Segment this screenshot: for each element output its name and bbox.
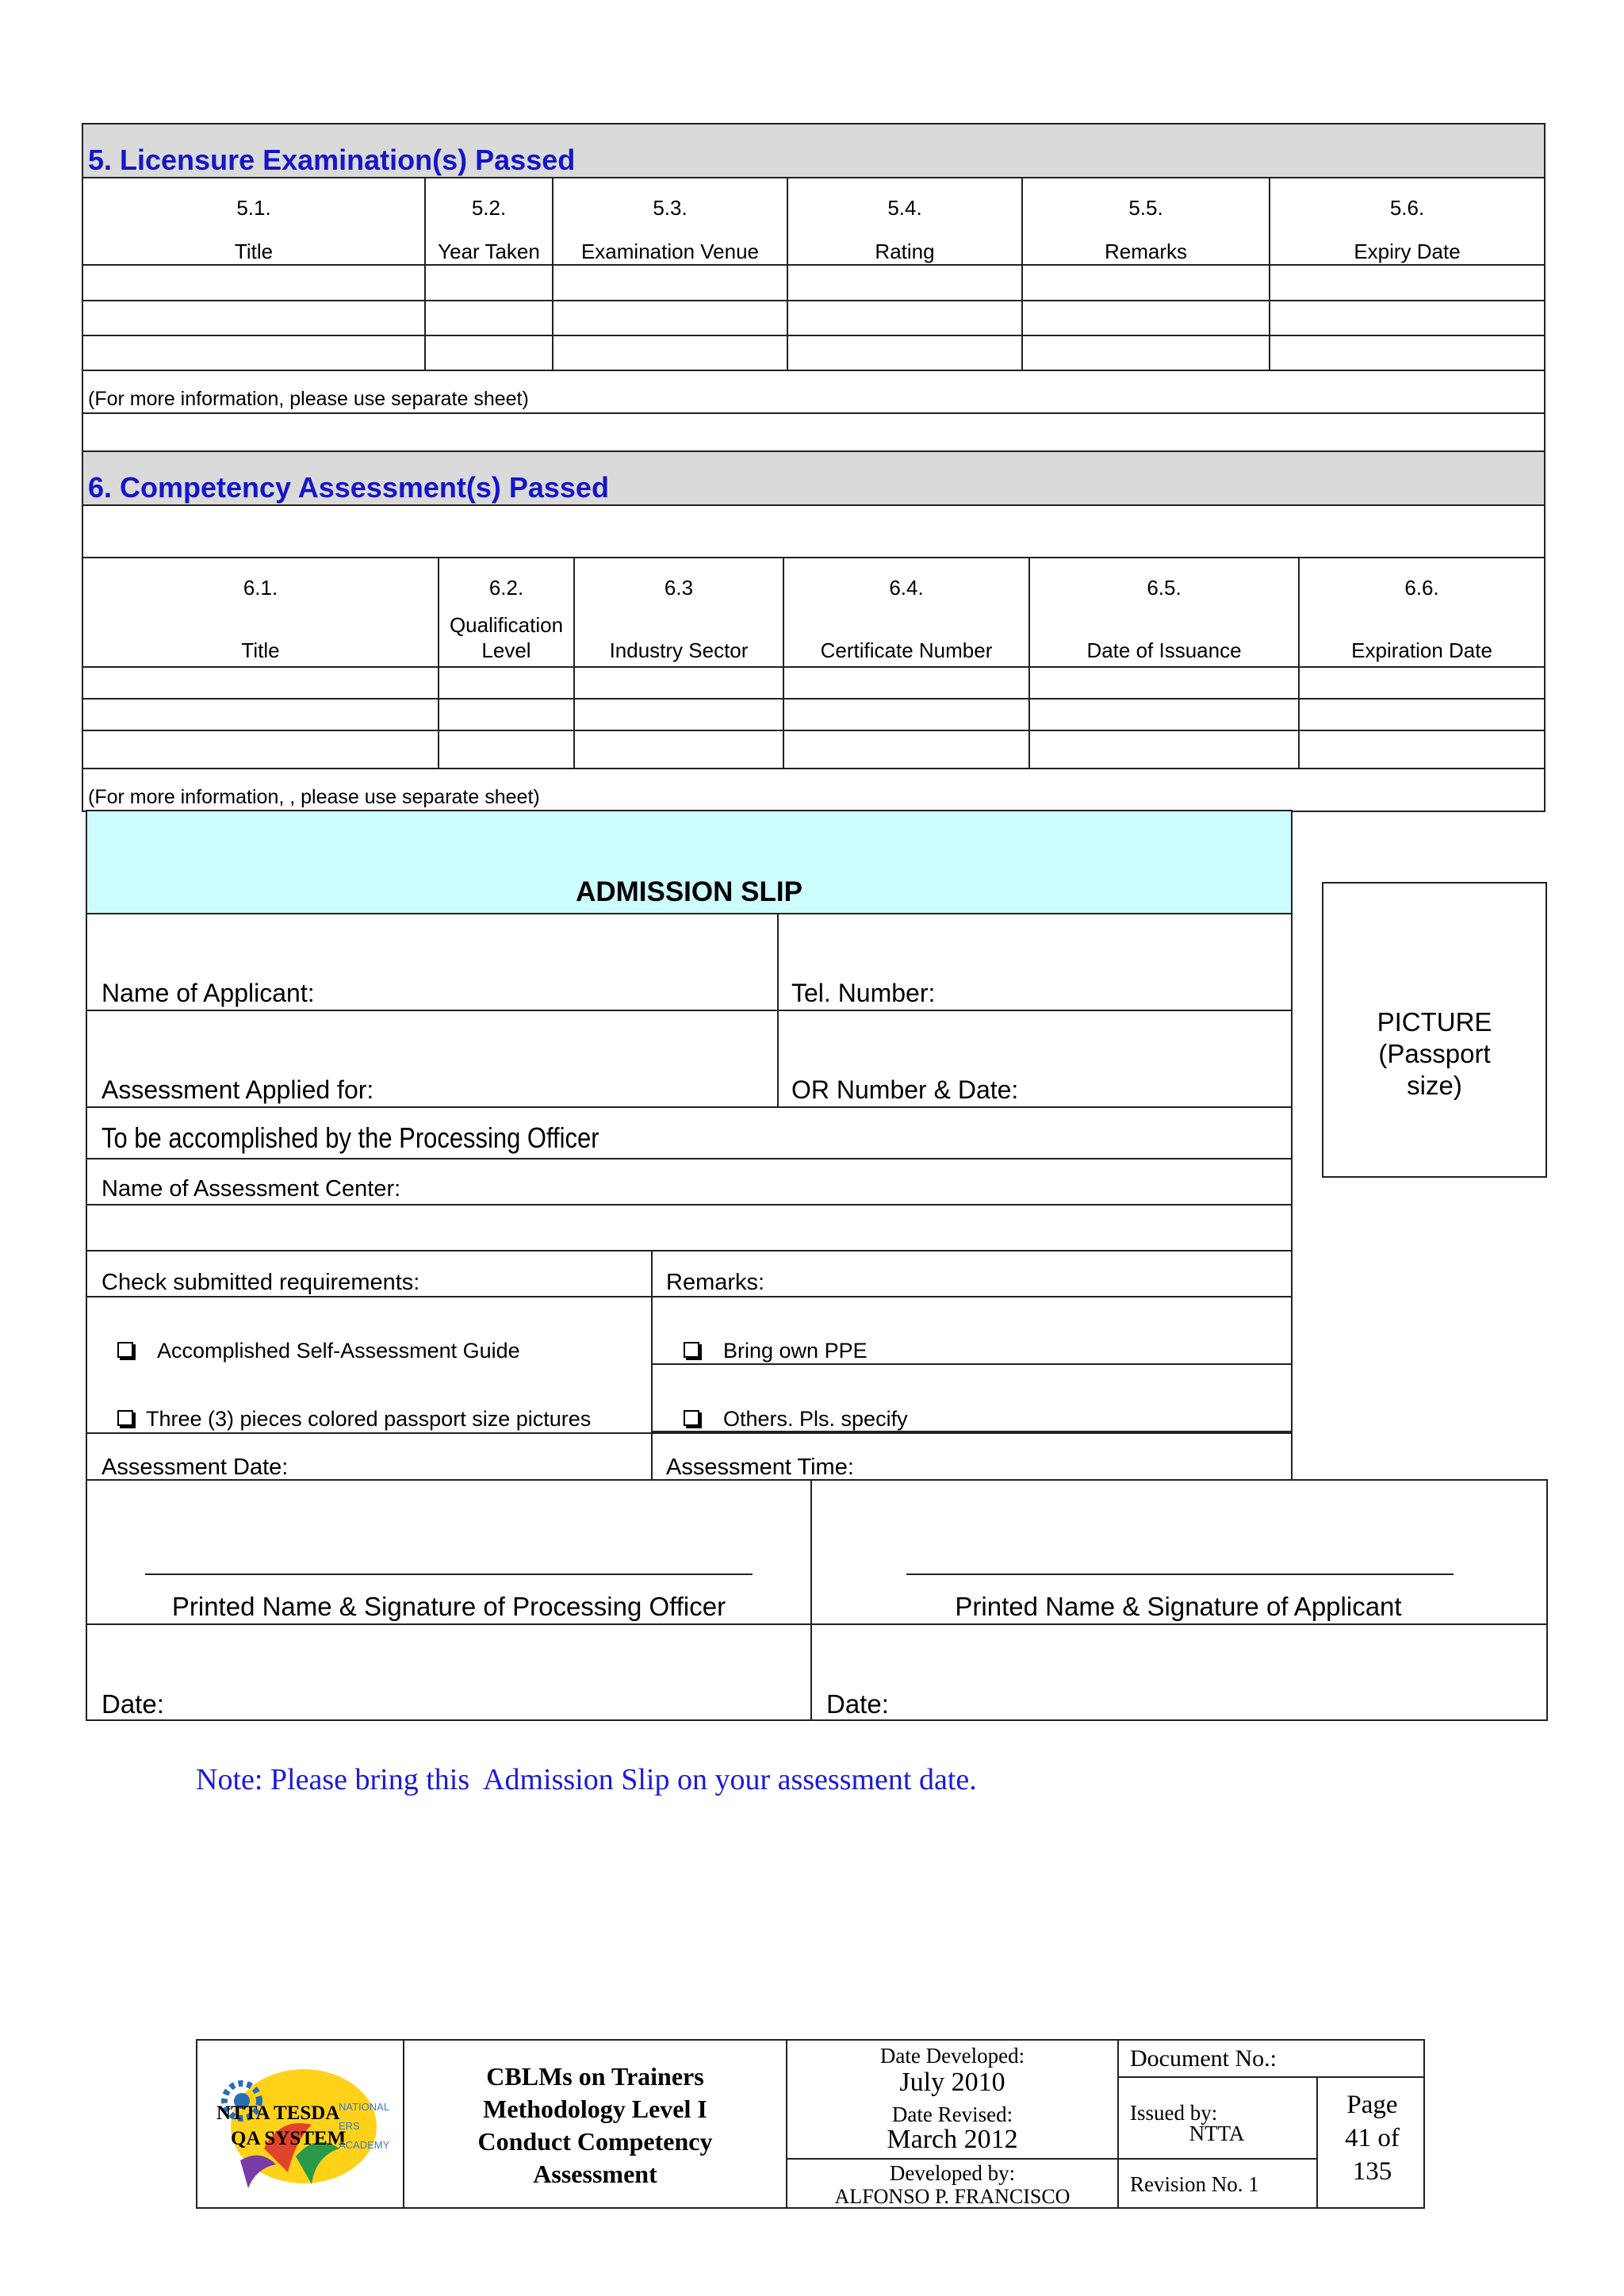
officer-signature-line[interactable] xyxy=(145,1573,753,1575)
assessment-date-field[interactable]: Assessment Date: xyxy=(102,1455,289,1480)
officer-signature-label: Printed Name & Signature of Processing Officer xyxy=(171,1592,726,1621)
processing-officer-heading: To be accomplished by the Processing Officer xyxy=(102,1121,599,1154)
col-header: 5.6. Expiry Date xyxy=(1270,178,1545,265)
col-header: 6.5. Date of Issuance xyxy=(1029,558,1299,667)
col-header: 5.2. Year Taken xyxy=(425,178,553,265)
remark-ppe[interactable]: Bring own PPE xyxy=(684,1339,868,1363)
ntta-tesda-logo xyxy=(209,2053,391,2199)
picture-label: PICTURE (Passport size) xyxy=(1377,1007,1492,1100)
requirement-pictures[interactable]: Three (3) pieces colored passport size pictures xyxy=(117,1407,591,1432)
check-requirements-label: Check submitted requirements: xyxy=(102,1270,420,1295)
passport-picture-box[interactable] xyxy=(1322,882,1547,1178)
date-revised: March 2012 xyxy=(887,2125,1018,2154)
assessment-date-row xyxy=(86,1432,1293,1481)
col-header: 5.1. Title xyxy=(82,178,425,265)
remark-others[interactable]: Others. Pls. specify xyxy=(684,1407,908,1432)
col-header: 6.6. Expiration Date xyxy=(1299,558,1545,667)
document-footer xyxy=(196,2039,1425,2209)
col-header: 6.1. Title xyxy=(82,558,439,667)
col-header: 6.2. Qualification Level xyxy=(439,558,574,667)
assessment-row xyxy=(86,1010,1293,1108)
issued-by: NTTA xyxy=(1189,2122,1245,2145)
competency-table xyxy=(82,450,1545,812)
requirement-self-assessment[interactable]: Accomplished Self-Assessment Guide xyxy=(117,1339,520,1363)
applicant-signature-label: Printed Name & Signature of Applicant xyxy=(955,1592,1402,1621)
logo-side-text: NATIONAL ERS ACADEMY xyxy=(339,2101,390,2151)
applicant-signature-line[interactable] xyxy=(906,1573,1454,1575)
checkbox-icon[interactable] xyxy=(684,1410,699,1426)
developer-name: ALFONSO P. FRANCISCO xyxy=(834,2185,1071,2208)
center-row xyxy=(86,1158,1293,1205)
or-number-field[interactable]: OR Number & Date: xyxy=(791,1075,1019,1104)
col-header: 5.3. Examination Venue xyxy=(553,178,787,265)
developed-by-label: Developed by: xyxy=(889,2161,1016,2185)
date-developed-label: Date Developed: xyxy=(879,2044,1025,2068)
checkbox-icon[interactable] xyxy=(117,1342,133,1358)
bring-slip-note: Note: Please bring this Admission Slip on your assessment date. xyxy=(196,1763,977,1796)
document-title: CBLMs on Trainers Methodology Level I Conduct Competency Assessment xyxy=(477,2062,713,2188)
table-row[interactable] xyxy=(82,301,1545,335)
section-5-heading: 5. Licensure Examination(s) Passed xyxy=(82,124,1545,178)
logo-text-2: QA SYSTEM xyxy=(231,2128,347,2149)
table-row[interactable] xyxy=(82,667,1545,699)
issued-by-label: Issued by: xyxy=(1130,2101,1218,2125)
officer-date-field[interactable]: Date: xyxy=(102,1689,164,1719)
col-header: 5.5. Remarks xyxy=(1022,178,1270,265)
revision-number: Revision No. 1 xyxy=(1130,2172,1259,2196)
table-row[interactable] xyxy=(82,699,1545,730)
section-6-heading: 6. Competency Assessment(s) Passed xyxy=(82,451,1545,505)
table-row[interactable] xyxy=(82,730,1545,769)
slip-title-band xyxy=(86,810,1293,914)
page-number: Page 41 of 135 xyxy=(1345,2091,1400,2186)
logo-text-1: NTTA TESDA xyxy=(216,2102,340,2124)
assessment-center-input[interactable] xyxy=(86,1204,1293,1251)
blank-row xyxy=(82,505,1545,558)
remarks-label: Remarks: xyxy=(666,1270,765,1295)
checkbox-icon[interactable] xyxy=(684,1342,699,1358)
processing-row xyxy=(86,1106,1293,1159)
signature-block xyxy=(86,1479,1548,1721)
blank-row xyxy=(82,413,1545,456)
tel-number-field[interactable]: Tel. Number: xyxy=(791,979,936,1007)
assessment-center-label: Name of Assessment Center: xyxy=(102,1176,401,1202)
document-number: Document No.: xyxy=(1130,2045,1277,2072)
col-header: 6.4. Certificate Number xyxy=(783,558,1029,667)
col-header: 5.4. Rating xyxy=(787,178,1022,265)
slip-title: ADMISSION SLIP xyxy=(576,876,802,907)
applicant-name-field[interactable]: Name of Applicant: xyxy=(102,979,315,1007)
table-row[interactable] xyxy=(82,335,1545,370)
table-row[interactable] xyxy=(82,265,1545,301)
more-info-note: (For more information, please use separate sheet) xyxy=(82,370,1545,413)
more-info-note: (For more information, , please use separate sheet) xyxy=(82,769,1545,811)
checkbox-icon[interactable] xyxy=(117,1410,133,1426)
col-header: 6.3 Industry Sector xyxy=(574,558,783,667)
date-revised-label: Date Revised: xyxy=(891,2102,1013,2126)
applicant-date-field[interactable]: Date: xyxy=(826,1689,889,1719)
assessment-applied-field[interactable]: Assessment Applied for: xyxy=(102,1075,374,1104)
requirements-header-row xyxy=(86,1250,1293,1297)
requirements-block xyxy=(86,1296,1293,1434)
date-developed: July 2010 xyxy=(899,2068,1005,2097)
name-row xyxy=(86,913,1293,1011)
assessment-time-field[interactable]: Assessment Time: xyxy=(666,1455,854,1480)
licensure-table xyxy=(82,123,1545,457)
